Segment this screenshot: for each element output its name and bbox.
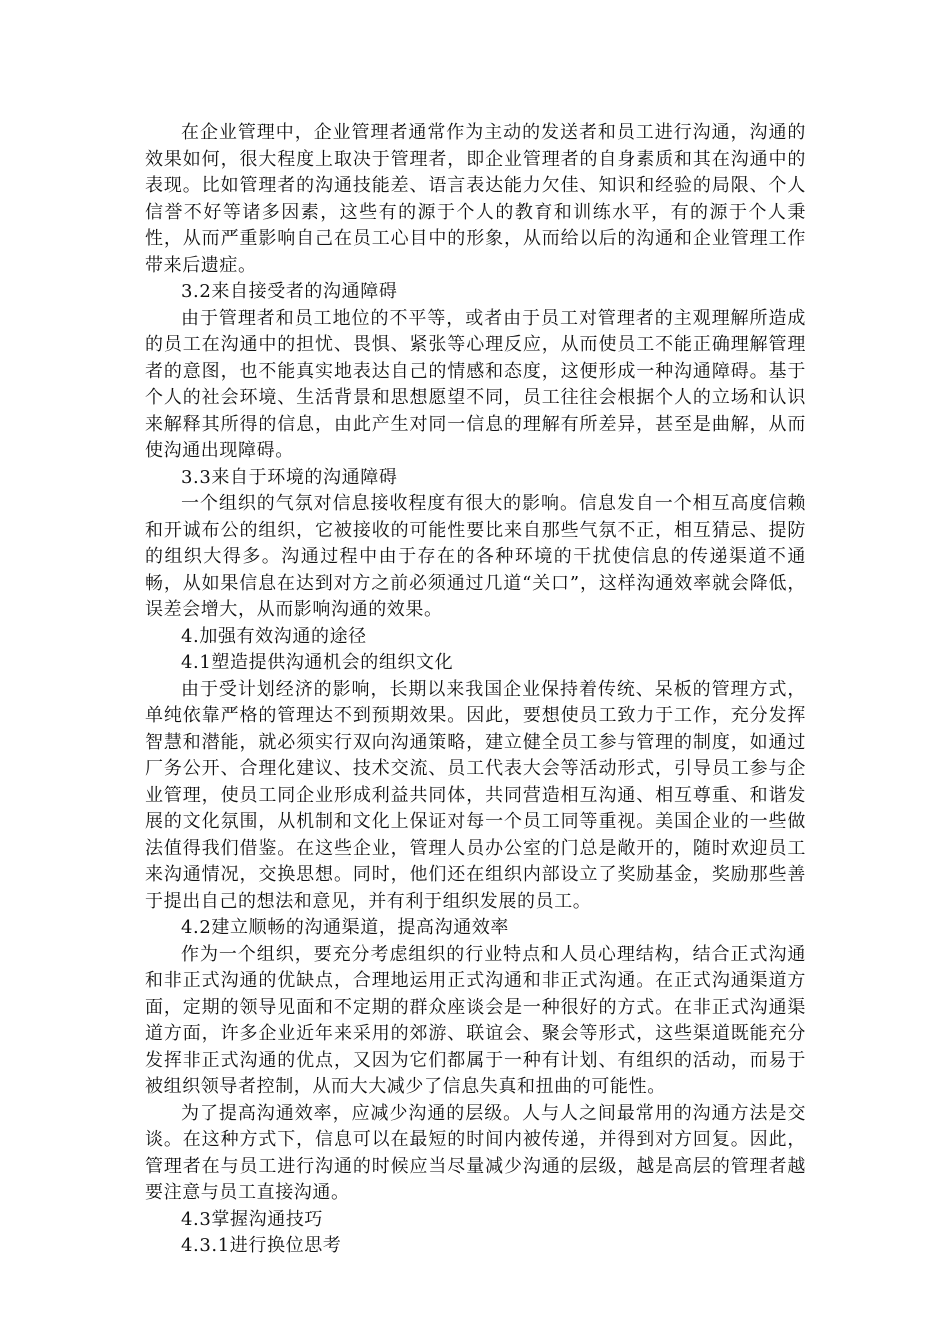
body-paragraph: 由于管理者和员工地位的不平等，或者由于员工对管理者的主观理解所造成的员工在沟通中的担忧、畏惧、紧张等心理反应，从而使员工不能正确理解管理者的意图，也不能真实地表达自己的情感和态度，这便形成一种沟通障碍。基于个人的社会环境、生活背景和思想愿望不同，员工往往会根据个人的立场和认识来解释其所得的信息，由此产生对同一信息的理解有所差异，甚至是曲解，从而使沟通出现障碍。 xyxy=(145,307,806,461)
section-heading: 4.3.1进行换位思考 xyxy=(181,1235,342,1256)
document-page xyxy=(145,120,806,1260)
body-paragraph: 由于受计划经济的影响，长期以来我国企业保持着传统、呆板的管理方式，单纯依靠严格的管理达不到预期效果。因此，要想使员工致力于工作，充分发挥智慧和潜能，就必须实行双向沟通策略，建立健全员工参与管理的制度，如通过厂务公开、合理化建议、技术交流、员工代表大会等活动形式，引导员工参与企业管理，使员工同企业形成利益共同体，共同营造相互沟通、相互尊重、和谐发展的文化氛围，从机制和文化上保证对每一个员工同等重视。美国企业的一些做法值得我们借鉴。在这些企业，管理人员办公室的门总是敞开的，随时欢迎员工来沟通情况，交换思想。同时，他们还在组织内部设立了奖励基金，奖励那些善于提出自己的想法和意见，并有利于组织发展的员工。 xyxy=(145,678,806,912)
section-heading: 4.1塑造提供沟通机会的组织文化 xyxy=(181,652,454,673)
section-heading: 3.2来自接受者的沟通障碍 xyxy=(181,281,398,302)
section-heading: 4.加强有效沟通的途径 xyxy=(181,625,367,647)
body-paragraph: 为了提高沟通效率，应减少沟通的层级。人与人之间最常用的沟通方法是交谈。在这种方式下，信息可以在最短的时间内被传递，并得到对方回复。因此，管理者在与员工进行沟通的时候应当尽量减少沟通的层级，越是高层的管理者越要注意与员工直接沟通。 xyxy=(145,1102,806,1203)
section-heading: 4.2建立顺畅的沟通渠道，提高沟通效率 xyxy=(181,917,510,938)
body-paragraph: 一个组织的气氛对信息接收程度有很大的影响。信息发自一个相互高度信赖和开诚布公的组织，它被接收的可能性要比来自那些气氛不正，相互猜忌、提防的组织大得多。沟通过程中由于存在的各种环境的干扰使信息的传递渠道不通畅，从如果信息在达到对方之前必须通过几道“关口”，这样沟通效率就会降低，误差会增大，从而影响沟通的效果。 xyxy=(145,493,806,620)
body-paragraph: 在企业管理中，企业管理者通常作为主动的发送者和员工进行沟通，沟通的效果如何，很大程度上取决于管理者，即企业管理者的自身素质和其在沟通中的表现。比如管理者的沟通技能差、语言表达能力欠佳、知识和经验的局限、个人信誉不好等诸多因素，这些有的源于个人的教育和训练水平，有的源于个人秉性，从而严重影响自己在员工心目中的形象，从而给以后的沟通和企业管理工作带来后遗症。 xyxy=(145,122,806,276)
body-paragraph: 作为一个组织，要充分考虑组织的行业特点和人员心理结构，结合正式沟通和非正式沟通的优缺点，合理地运用正式沟通和非正式沟通。在正式沟通渠道方面，定期的领导见面和不定期的群众座谈会是一种很好的方式。在非正式沟通渠道方面，许多企业近年来采用的郊游、联谊会、聚会等形式，这些渠道既能充分发挥非正式沟通的优点，又因为它们都属于一种有计划、有组织的活动，而易于被组织领导者控制，从而大大减少了信息失真和扭曲的可能性。 xyxy=(145,943,806,1097)
section-heading: 3.3来自于环境的沟通障碍 xyxy=(181,466,398,488)
section-heading: 4.3掌握沟通技巧 xyxy=(181,1208,324,1230)
